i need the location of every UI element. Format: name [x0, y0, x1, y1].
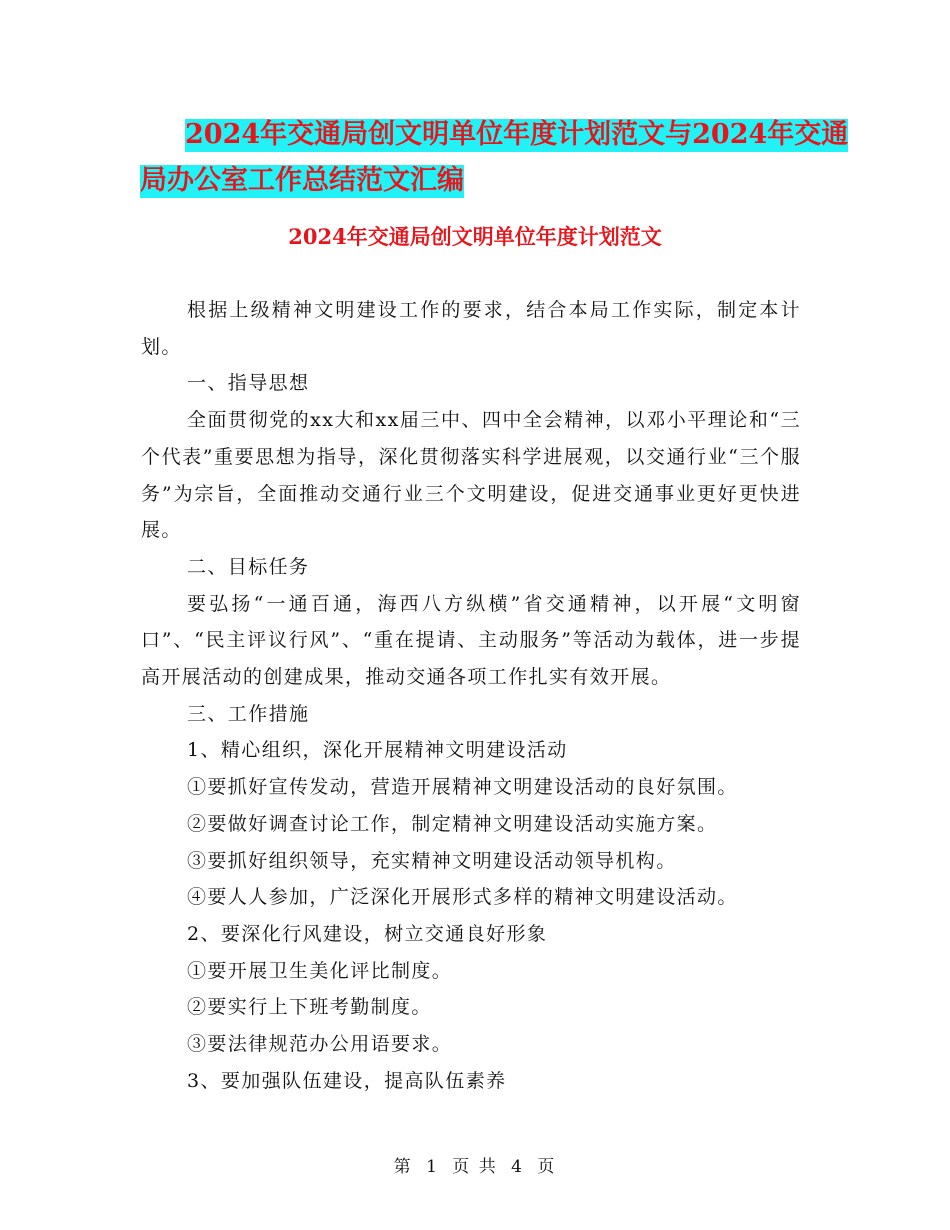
page-footer [0, 1152, 950, 1177]
footer-middle: 页 共 [452, 1157, 498, 1177]
title-line-1: 2024年交通局创文明单位年度计划范文与2024年交通 [185, 119, 849, 150]
footer-suffix: 页 [537, 1157, 557, 1177]
footer-prefix: 第 [393, 1157, 413, 1177]
paragraph: 全面贯彻党的xx大和xx届三中、四中全会精神，以邓小平理论和“三个代表”重要思想为指导，深化贯彻落实科学进展观，以交通行业“三个服务”为宗旨，全面推动交通行业三个文明建设，促进交通事业更好更快进展。 [141, 409, 801, 542]
list-item: 1、精心组织，深化开展精神文明建设活动 [187, 739, 568, 762]
section-title: 2024年交通局创文明单位年度计划范文 [288, 224, 662, 249]
list-item: ②要做好调查讨论工作，制定精神文明建设活动实施方案。 [187, 812, 718, 835]
title-line-2: 局办公室工作总结范文汇编 [140, 165, 464, 196]
heading-goals: 二、目标任务 [187, 555, 310, 578]
list-item: ①要开展卫生美化评比制度。 [187, 959, 453, 982]
paragraph: 根据上级精神文明建设工作的要求，结合本局工作实际，制定本计划。 [141, 299, 801, 358]
list-item: ④要人人参加，广泛深化开展形式多样的精神文明建设活动。 [187, 886, 738, 909]
page-total: 4 [511, 1157, 524, 1177]
list-item: ③要抓好组织领导，充实精神文明建设活动领导机构。 [187, 849, 677, 872]
paragraph: 要弘扬“一通百通，海西八方纵横”省交通精神，以开展“文明窗口”、“民主评议行风”、“重在提请、主动服务”等活动为载体，进一步提高开展活动的创建成果，推动交通各项工作扎实有效开展。 [141, 592, 801, 689]
list-item: ③要法律规范办公用语要求。 [187, 1033, 453, 1056]
document-title [140, 112, 849, 204]
list-item: ①要抓好宣传发动，营造开展精神文明建设活动的良好氛围。 [187, 776, 738, 799]
heading-guiding-ideology: 一、指导思想 [187, 372, 310, 395]
heading-measures: 三、工作措施 [187, 702, 310, 725]
document-body [141, 292, 801, 1099]
list-item: 3、要加强队伍建设，提高队伍素养 [187, 1069, 507, 1092]
list-item: 2、要深化行风建设，树立交通良好形象 [187, 922, 548, 945]
page-number: 1 [426, 1157, 439, 1177]
list-item: ②要实行上下班考勤制度。 [187, 996, 432, 1019]
